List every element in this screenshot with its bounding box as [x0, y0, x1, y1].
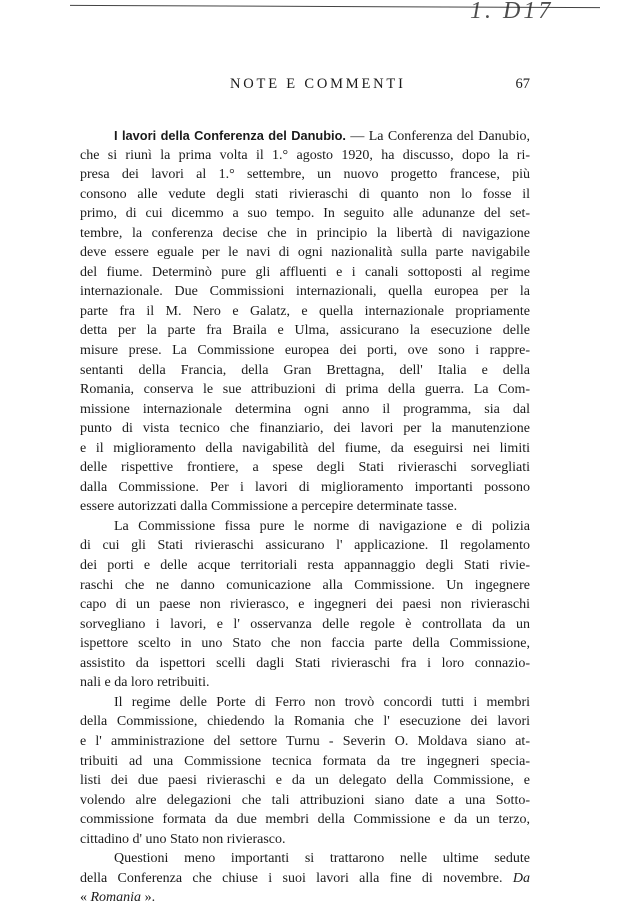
page-header — [80, 76, 530, 96]
text-line: dei porti e delle acque territoriali resta appannaggio degli Stati rivie- — [80, 558, 530, 574]
text-line: essere autorizzati dalla Commissione a percepire determinate tasse. — [80, 499, 458, 515]
text-line: Questioni meno importanti si trattarono nelle ultime sedute — [114, 851, 530, 867]
text-line: listi dei due paesi rivieraschi e da un delegato della Commissione, e — [80, 773, 530, 789]
text-line: punto di vista tecnico che finanziario, dei lavori per la manutenzione — [80, 421, 530, 437]
source-citation — [80, 888, 530, 908]
paragraph-4 — [80, 849, 530, 908]
text-line: presa dei lavori al 1.° settembre, un nuovo progetto francese, più — [80, 167, 530, 183]
text-line: internazionale. Due Commissioni internazionali, quella europea per la — [80, 284, 530, 300]
text-line: del fiume. Determinò pure gli affluenti e i canali sottoposti al regime — [80, 264, 530, 280]
text-line: cittadino d' uno Stato non rivierasco. — [80, 831, 286, 847]
source-name: Romania — [90, 890, 142, 906]
guillemet-open: « — [80, 890, 91, 906]
source-prefix: Da — [512, 870, 530, 886]
text-line: parte fra il M. Nero e Galatz, e quella internazionale propriamente — [80, 303, 530, 319]
article-body — [80, 126, 530, 908]
running-title: NOTE E COMMENTI — [230, 76, 406, 92]
paragraph-3 — [80, 693, 530, 849]
text-line: primo, di cui dicemmo a suo tempo. In seguito alle adunanze del set- — [80, 206, 530, 222]
text-line: missione internazionale determina ogni anno il programma, sia dal — [80, 401, 530, 417]
text-line — [80, 869, 530, 889]
text-line: di cui gli Stati rivieraschi assicurano l' applicazione. Il regolamento — [80, 538, 530, 554]
paragraph-1 — [80, 146, 530, 517]
paragraph-2 — [80, 517, 530, 693]
text-line: capo di un paese non rivierasco, e ingegneri dei paesi non rivieraschi — [80, 597, 530, 613]
text-line: e il miglioramento della navigabilità del fiume, da eseguirsi nei limiti — [80, 440, 530, 456]
text-line: volendo alre delegazioni che tali attribuzioni siano date a una Sotto- — [80, 792, 530, 808]
guillemet-close: ». — [141, 890, 156, 906]
text-run: della Conferenza che chiuse i suoi lavori alla fine di novembre. — [80, 870, 513, 886]
text-line: sentanti della Francia, della Gran Brettagna, dell' Italia e della — [80, 362, 530, 378]
text-line: ispettore scelto in uno Stato che non faccia parte della Commissione, — [80, 636, 530, 652]
text-line: misure prese. La Commissione europea dei porti, ove sono i rappre- — [80, 343, 530, 359]
text-line: detta per la parte fra Braila e Ulma, assicurano la esecuzione delle — [80, 323, 530, 339]
text-line: tribuiti ad una Commissione tecnica formata da tre ingegneri specia- — [80, 753, 530, 769]
text-line: Romania, conserva le sue attribuzioni di prima della guerra. La Com- — [80, 382, 530, 398]
page-number: 67 — [515, 76, 530, 92]
text-line: delle rispettive frontiere, a spese degli Stati rivieraschi sorvegliati — [80, 460, 530, 476]
text-line: deve essere eguale per le navi di ogni nazionalità sulla parte navigabile — [80, 245, 530, 261]
text-line: La Commissione fissa pure le norme di navigazione e di polizia — [114, 518, 530, 534]
text-line: commissione formata da due membri della Commissione e da un terzo, — [80, 812, 530, 828]
handwritten-annotation: 1. D17 — [470, 0, 554, 24]
text-line: raschi che ne danno comunicazione alla Commissione. Un ingegnere — [80, 577, 530, 593]
text-line: Il regime delle Porte di Ferro non trovò concordi tutti i membri — [114, 694, 530, 710]
text-line: sorvegliano i lavori, e l' osservanza delle regole è controllata da un — [80, 616, 530, 632]
article-first-line-text: — La Conferenza del Danubio, — [345, 129, 530, 144]
text-line: e l' amministrazione del settore Turnu - Severin O. Moldava siano at- — [80, 733, 530, 749]
article-title: I lavori della Conferenza del Danubio. — [114, 128, 346, 143]
text-line: assistito da ispettori scelli dagli Stati rivieraschi fra i loro connazio- — [80, 655, 530, 671]
article-first-line — [80, 126, 530, 146]
text-line: consono alle vedute degli stati rivieraschi di quanto non lo fosse il — [80, 186, 530, 202]
text-line: dalla Commissione. Per i lavori di miglioramento importanti possono — [80, 479, 530, 495]
text-line: tembre, la conferenza decise che in principio la libertà di navigazione — [80, 225, 530, 241]
text-line: nali e da loro retribuiti. — [80, 675, 210, 691]
text-line: che si riunì la prima volta il 1.° agosto 1920, ha discusso, dopo la ri- — [80, 147, 530, 163]
text-line: della Commissione, chiedendo la Romania che l' esecuzione dei lavori — [80, 714, 530, 730]
